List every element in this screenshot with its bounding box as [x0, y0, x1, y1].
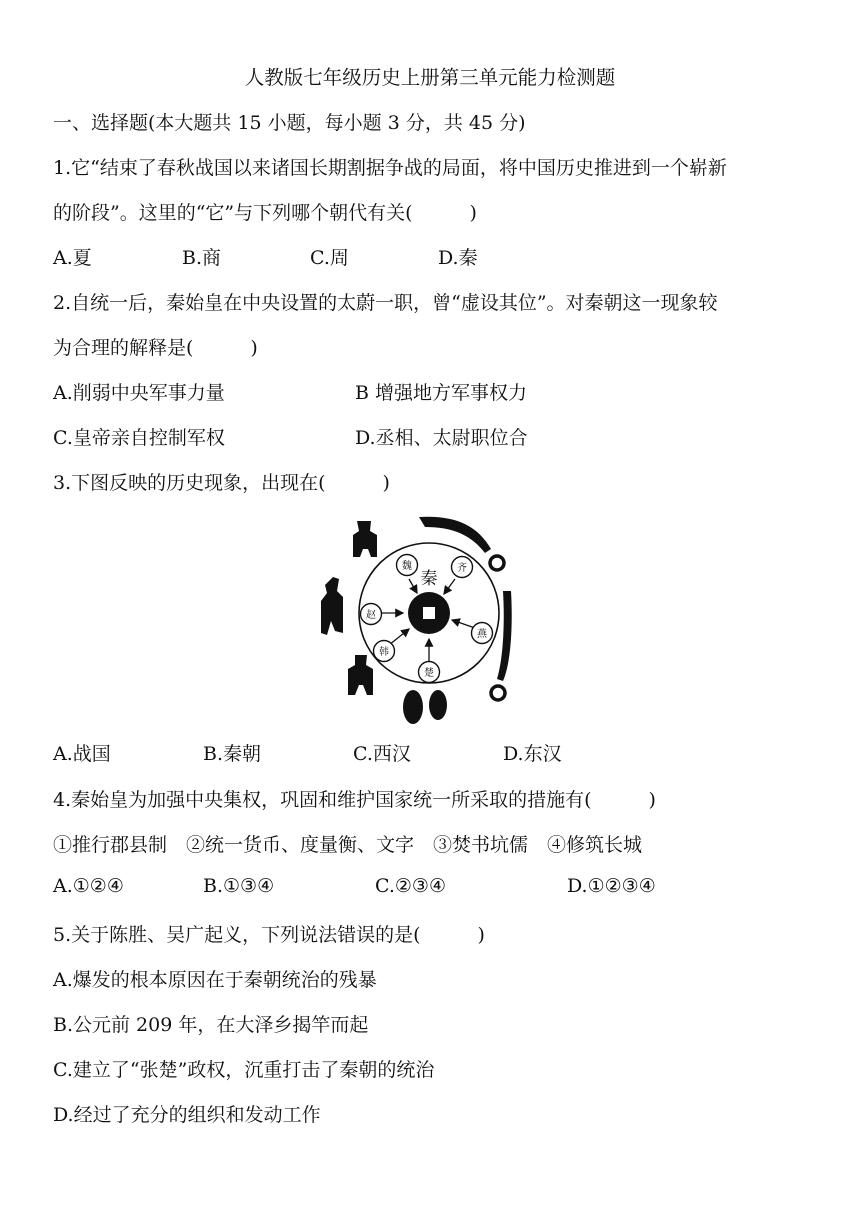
state-node-chu	[419, 662, 440, 683]
state-node-zhao	[361, 604, 382, 625]
spade-coin-icon	[348, 655, 373, 695]
center-state-label: 秦	[420, 569, 438, 589]
knife-coin-ring-icon	[490, 556, 504, 570]
svg-text:燕: 燕	[477, 629, 487, 640]
question-3-stem: 3.下图反映的历史现象，出现在( )	[53, 472, 390, 494]
svg-text:齐: 齐	[457, 563, 467, 574]
question-5-option-c: C.建立了“张楚”政权，沉重打击了秦朝的统治	[53, 1059, 435, 1081]
question-1-stem-line2: 的阶段”。这里的“它”与下列哪个朝代有关( )	[53, 202, 477, 224]
question-5-option-b: B.公元前 209 年，在大泽乡揭竿而起	[53, 1014, 369, 1036]
question-4-option-d: D.①②③④	[567, 875, 656, 897]
state-node-yan	[472, 623, 493, 644]
question-2-option-c: C.皇帝亲自控制军权	[53, 427, 225, 449]
question-1-option-c: C.周	[310, 247, 349, 269]
question-5-option-d: D.经过了充分的组织和发动工作	[53, 1104, 321, 1126]
question-2-option-b: B 增强地方军事权力	[355, 382, 528, 404]
question-1-option-d: D.秦	[438, 247, 478, 269]
question-5-option-a: A.爆发的根本原因在于秦朝统治的残暴	[53, 969, 377, 991]
question-5-stem: 5.关于陈胜、吴广起义，下列说法错误的是( )	[53, 924, 485, 946]
spade-coin-icon	[321, 577, 343, 635]
currency-unification-figure	[315, 505, 540, 730]
svg-text:赵: 赵	[366, 610, 376, 621]
question-4-items: ①推行郡县制 ②统一货币、度量衡、文字 ③焚书坑儒 ④修筑长城	[53, 834, 643, 856]
question-3-option-a: A.战国	[53, 743, 111, 765]
question-2-option-d: D.丞相、太尉职位合	[355, 427, 528, 449]
svg-text:韩: 韩	[379, 647, 389, 658]
question-2-stem-line1: 2.自统一后，秦始皇在中央设置的太蔚一职，曾“虚设其位”。对秦朝这一现象较	[53, 292, 718, 314]
question-4-option-a: A.①②④	[53, 875, 124, 897]
state-node-qi	[452, 557, 473, 578]
section-heading: 一、选择题(本大题共 15 小题，每小题 3 分，共 45 分)	[53, 112, 526, 134]
question-3-option-b: B.秦朝	[203, 743, 262, 765]
question-3-option-c: C.西汉	[353, 743, 411, 765]
state-node-wei	[397, 555, 418, 576]
question-4-stem: 4.秦始皇为加强中央集权，巩固和维护国家统一所采取的措施有( )	[53, 789, 656, 811]
question-4-option-c: C.②③④	[375, 875, 446, 897]
question-3-option-d: D.东汉	[503, 743, 562, 765]
question-4-option-b: B.①③④	[203, 875, 275, 897]
ant-nose-coin-icon	[429, 690, 447, 720]
spade-coin-icon	[353, 521, 377, 557]
question-1-option-a: A.夏	[53, 247, 92, 269]
svg-text:魏: 魏	[402, 561, 412, 572]
question-1-option-b: B.商	[182, 247, 222, 269]
knife-coin-ring-icon	[491, 686, 505, 700]
svg-text:楚: 楚	[424, 668, 434, 679]
ant-nose-coin-icon	[403, 690, 423, 724]
question-1-stem-line1: 1.它“结束了春秋战国以来诸国长期割据争战的局面，将中国历史推进到一个崭新	[53, 157, 727, 179]
question-2-option-a: A.削弱中央军事力量	[53, 382, 225, 404]
question-2-stem-line2: 为合理的解释是( )	[53, 337, 258, 359]
state-node-han	[374, 641, 395, 662]
page-title: 人教版七年级历史上册第三单元能力检测题	[244, 66, 616, 89]
